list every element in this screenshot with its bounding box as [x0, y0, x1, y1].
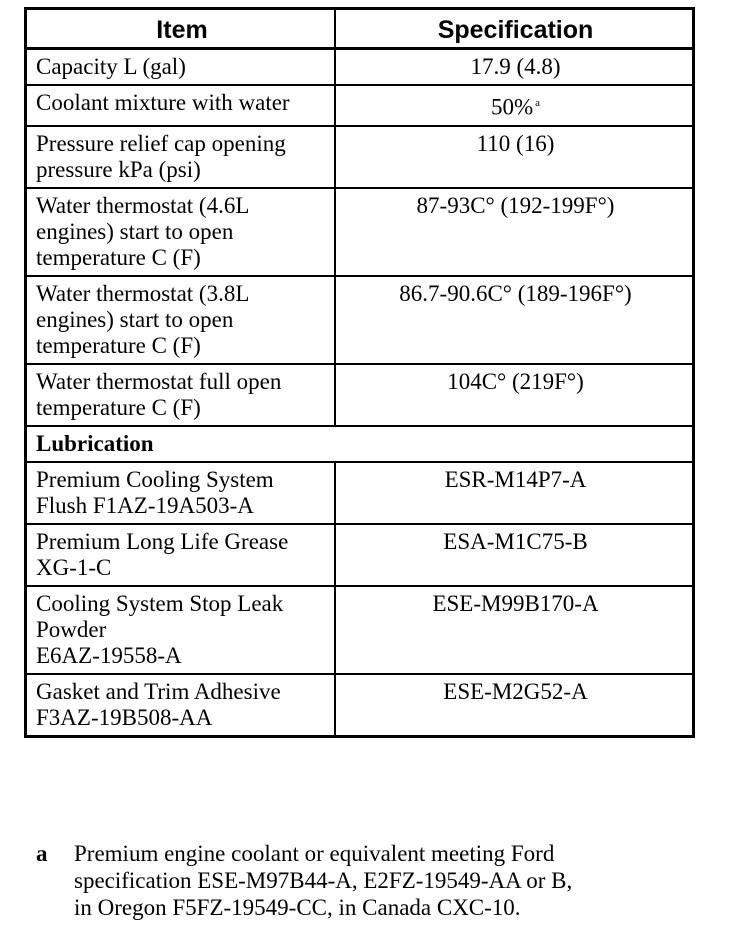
item-cell [26, 49, 336, 86]
table-row [26, 49, 694, 86]
footnote-line: Premium engine coolant or equivalent meeting Ford [74, 841, 555, 866]
table-row [26, 462, 694, 524]
item-cell [26, 674, 336, 737]
item-line: Coolant mixture with water [36, 90, 290, 115]
section-label: Lubrication [26, 426, 694, 462]
cooling-rows [26, 49, 694, 737]
item-line: XG-1-C [36, 554, 112, 580]
table-row [26, 276, 694, 364]
specification-table [24, 7, 695, 738]
table-row [26, 586, 694, 674]
item-line: Capacity L (gal) [36, 54, 186, 79]
item-line: Gasket and Trim Adhesive [36, 678, 281, 704]
specification-column-header: Specification [335, 9, 694, 49]
footnote-line: in Oregon F5FZ-19549-CC, in Canada CXC-10. [74, 895, 521, 920]
item-line: E6AZ-19558-A [36, 642, 182, 668]
table-row [26, 85, 694, 126]
section-row [26, 426, 694, 462]
item-line: Premium Cooling System [36, 466, 274, 492]
spec-cell: ESE-M99B170-A [335, 586, 694, 674]
item-line: Water thermostat (4.6L [36, 192, 250, 218]
item-line: F3AZ-19B508-AA [36, 704, 213, 730]
item-line: engines) start to open [36, 218, 234, 244]
table-row [26, 126, 694, 188]
item-column-header: Item [26, 9, 336, 49]
spec-value: 50% [490, 94, 534, 120]
spec-cell: ESR-M14P7-A [335, 462, 694, 524]
spec-cell: 87-93C° (192-199F°) [335, 188, 694, 276]
item-cell [26, 85, 336, 126]
item-line: Water thermostat full open [36, 368, 282, 394]
item-cell [26, 524, 336, 586]
item-cell [26, 462, 336, 524]
item-line: Flush F1AZ-19A503-A [36, 492, 254, 518]
item-line: Cooling System Stop Leak [36, 590, 284, 616]
footnote-line: specification ESE-M97B44-A, E2FZ-19549-AA or B, [74, 868, 573, 893]
footnote-mark: a [535, 97, 541, 109]
item-line: temperature C (F) [36, 332, 201, 358]
spec-cell [335, 85, 694, 126]
spec-cell: ESE-M2G52-A [335, 674, 694, 737]
table-row [26, 364, 694, 426]
spec-cell: ESA-M1C75-B [335, 524, 694, 586]
spec-cell: 110 (16) [335, 126, 694, 188]
item-cell [26, 276, 336, 364]
item-cell [26, 188, 336, 276]
footnote-letter: a [36, 841, 48, 866]
item-cell [26, 586, 336, 674]
item-line: temperature C (F) [36, 394, 201, 420]
item-line: engines) start to open [36, 306, 234, 332]
table-header-row [26, 9, 694, 49]
item-cell [26, 126, 336, 188]
table-row [26, 188, 694, 276]
item-line: Pressure relief cap opening [36, 130, 286, 156]
item-line: temperature C (F) [36, 244, 201, 270]
table-row [26, 524, 694, 586]
footnote-text [74, 840, 714, 921]
spec-cell: 17.9 (4.8) [335, 49, 694, 86]
item-line: pressure kPa (psi) [36, 156, 201, 182]
item-line: Powder [36, 616, 107, 642]
spec-cell: 104C° (219F°) [335, 364, 694, 426]
item-line: Water thermostat (3.8L [36, 280, 250, 306]
table-row [26, 674, 694, 737]
item-cell [26, 364, 336, 426]
item-line: Premium Long Life Grease [36, 528, 289, 554]
spec-cell: 86.7-90.6C° (189-196F°) [335, 276, 694, 364]
